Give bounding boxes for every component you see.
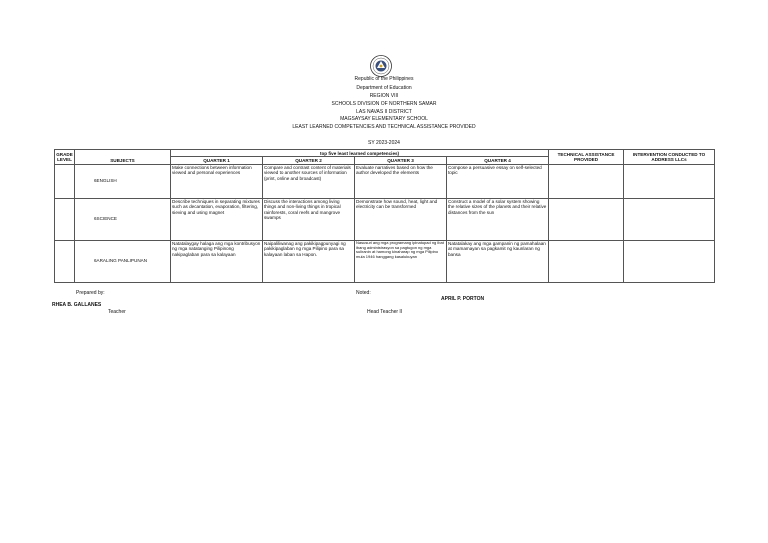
subjects-header: SUBJECTS [75,150,171,165]
top-five-header: top five least learned competencies) [171,150,549,157]
technical-assistance-cell [549,164,624,198]
prepared-by-label: Prepared by: [76,290,105,296]
quarter-4-cell: Natatalakay ang mga gampanin ng pamahalaan at mamamayan sa pagkamit ng kaunlaran ng bansa [447,240,549,282]
technical-assistance-header: TECHNICAL ASSISTANCE PROVIDED [549,150,624,165]
technical-assistance-cell [549,198,624,240]
header-division: SCHOOLS DIVISION OF NORTHERN SAMAR [331,101,437,107]
competencies-table [54,149,715,283]
noted-by-title: Head Teacher II [367,309,403,315]
header-school: MAGSAYSAY ELEMENTARY SCHOOL [340,116,428,122]
intervention-cell [624,240,715,282]
quarter-3-header: QUARTER 3 [355,157,447,164]
quarter-2-cell: Compare and contrast content of materials viewed to another sources of information (print, online and broadcast) [263,164,355,198]
intervention-cell [624,198,715,240]
quarter-2-cell: Discuss the interactions among living things and non-living things in tropical rainforests, coral reefs and mangrove swamps [263,198,355,240]
grade-cell [55,240,75,282]
quarter-4-cell: Compose a persuasive essay on self-selected topic [447,164,549,198]
quarter-3-cell: Nasusuri ang mga programang ipinatupad ng ibat ibang administrasyon sa pagtugon ng mga suliranin at hamong kinaharap ng mga Pilipino mula 1946 hanggang kasalukuyan [355,240,447,282]
header-school-year: SY 2023-2024 [368,140,400,146]
noted-by-name: APRIL P. PORTON [441,296,485,302]
grade-level-header: GRADE LEVEL [55,150,75,165]
quarter-3-cell: Demonstrate how sound, heat, light and electricity can be transformed [355,198,447,240]
quarter-2-header: QUARTER 2 [263,157,355,164]
quarter-3-cell: Evaluate narratives based on how the author developed the elements [355,164,447,198]
table-row [55,164,715,198]
prepared-by-title: Teacher [108,309,126,315]
intervention-header: INTERVENTION CONDUCTED TO ADDRESS LLCs [624,150,715,165]
header-republic: Republic of the Philippines [354,76,414,82]
quarter-4-header: QUARTER 4 [447,157,549,164]
deped-seal-icon [370,55,392,77]
quarter-1-header: QUARTER 1 [171,157,263,164]
subject-cell: 6ARALING PANLIPUNAN [75,240,171,282]
quarter-2-cell: Naipaliliwanag ang pakikipagpunyagi ng pakikipaglaban ng mga Pilipino para sa kalayaan laban sa Hapon. [263,240,355,282]
header-region: REGION VIII [369,93,399,99]
table-row [55,240,715,282]
grade-cell [55,164,75,198]
grade-cell [55,198,75,240]
quarter-1-cell: Describe techniques in separating mixtures such as decantation, evaporation, filtering, sieving and using magnet [171,198,263,240]
subject-cell: 6SCIENCE [75,198,171,240]
technical-assistance-cell [549,240,624,282]
header-report-title: LEAST LEARNED COMPETENCIES AND TECHNICAL ASSISTANCE PROVIDED [292,124,476,130]
intervention-cell [624,164,715,198]
noted-label: Noted: [356,290,371,296]
prepared-by-name: RHEA B. GALLANES [52,302,102,308]
header-district: LAS NAVAS II DISTRICT [356,109,412,115]
table-row [55,198,715,240]
quarter-1-cell: Make connections between information viewed and personal experiences [171,164,263,198]
header-department: Department of Education [356,85,412,91]
subject-cell: 6ENGLISH [75,164,171,198]
quarter-1-cell: Natatalaygay halaga ang mga kontribusyon ng mga natatanging Pilipinong nakipaglaban para sa kalayaan [171,240,263,282]
quarter-4-cell: Construct a model of a solar system showing the relative sizes of the planets and their relative distances from the sun [447,198,549,240]
